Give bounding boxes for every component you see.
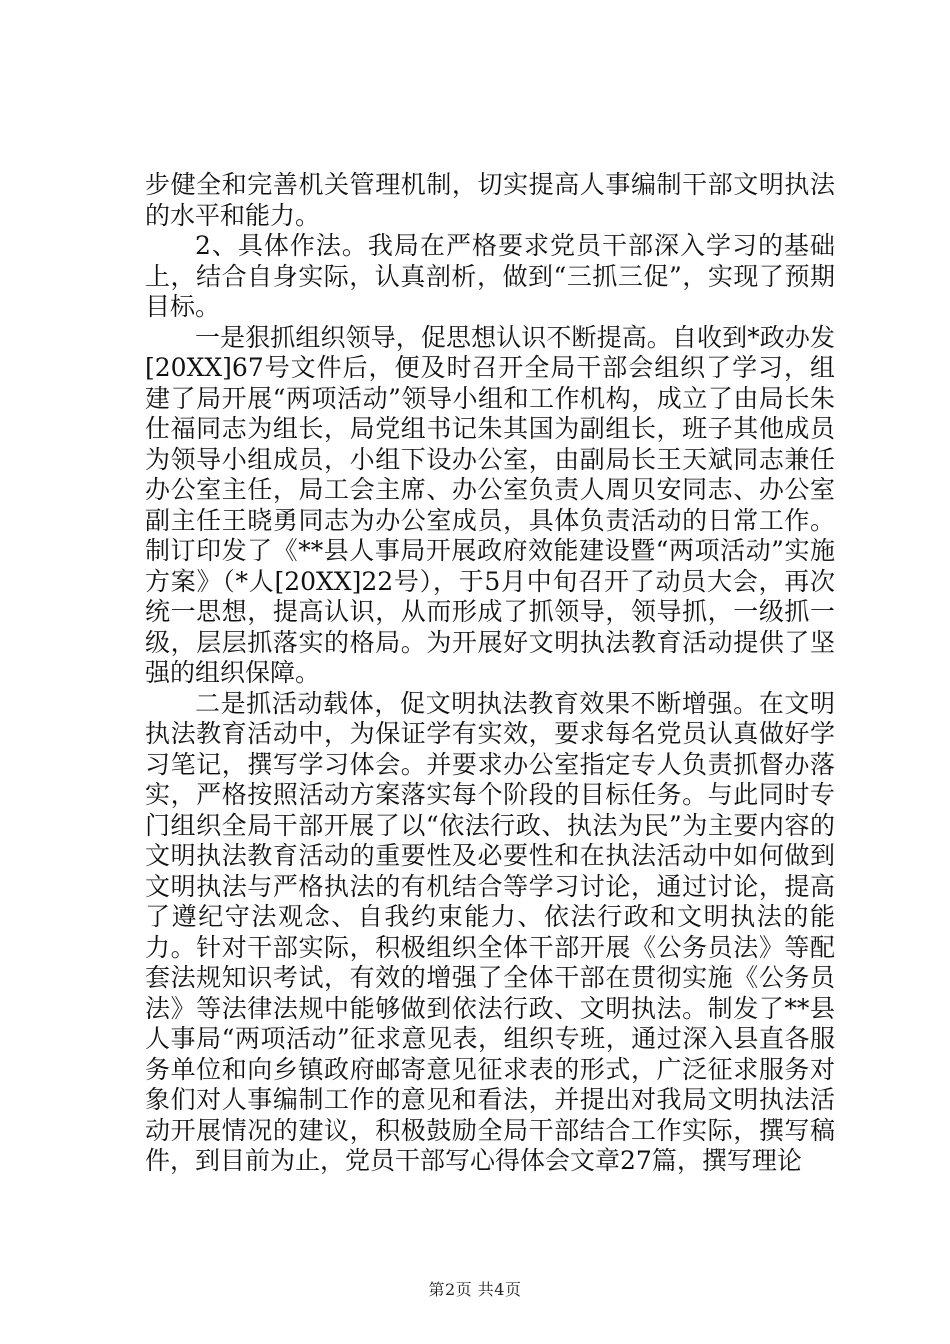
paragraph-continuation: 步健全和完善机关管理机制，切实提高人事编制干部文明执法的水平和能力。	[145, 170, 835, 230]
document-body	[145, 170, 835, 1177]
page-number-footer: 第2页 共4页	[428, 1280, 522, 1299]
paragraph-methods: 2、具体作法。我局在严格要求党员干部深入学习的基础上，结合自身实际，认真剖析，做到“三抓三促”，实现了预期目标。	[145, 231, 835, 321]
paragraph-point-two: 二是抓活动载体，促文明执法教育效果不断增强。在文明执法教育活动中，为保证学有实效，要求每名党员认真做好学习笔记，撰写学习体会。并要求办公室指定专人负责抓督办落实，严格按照活动方案落实每个阶段的目标任务。与此同时专门组织全局干部开展了以“依法行政、执法为民”为主要内容的文明执法教育活动的重要性及必要性和在执法活动中如何做到文明执法与严格执法的有机结合等学习讨论，通过讨论，提高了遵纪守法观念、自我约束能力、依法行政和文明执法的能力。针对干部实际，积极组织全体干部开展《公务员法》等配套法规知识考试，有效的增强了全体干部在贯彻实施《公务员法》等法律法规中能够做到依法行政、文明执法。制发了**县人事局“两项活动”征求意见表，组织专班，通过深入县直各服务单位和向乡镇政府邮寄意见征求表的形式，广泛征求服务对象们对人事编制工作的意见和看法，并提出对我局文明执法活动开展情况的建议，积极鼓励全局干部结合工作实际，撰写稿件，到目前为止，党员干部写心得体会文章27篇，撰写理论	[145, 688, 835, 1175]
paragraph-point-one: 一是狠抓组织领导，促思想认识不断提高。自收到*政办发[20XX]67号文件后，便及时召开全局干部会组织了学习，组建了局开展“两项活动”领导小组和工作机构，成立了由局长朱仕福同志为组长，局党组书记朱其国为副组长，班子其他成员为领导小组成员，小组下设办公室，由副局长王天斌同志兼任办公室主任，局工会主席、办公室负责人周贝安同志、办公室副主任王晓勇同志为办公室成员，具体负责活动的日常工作。制订印发了《**县人事局开展政府效能建设暨“两项活动”实施方案》（*人[20XX]22号），于5月中旬召开了动员大会，再次统一思想，提高认识，从而形成了抓领导，领导抓，一级抓一级，层层抓落实的格局。为开展好文明执法教育活动提供了坚强的组织保障。	[145, 322, 835, 687]
